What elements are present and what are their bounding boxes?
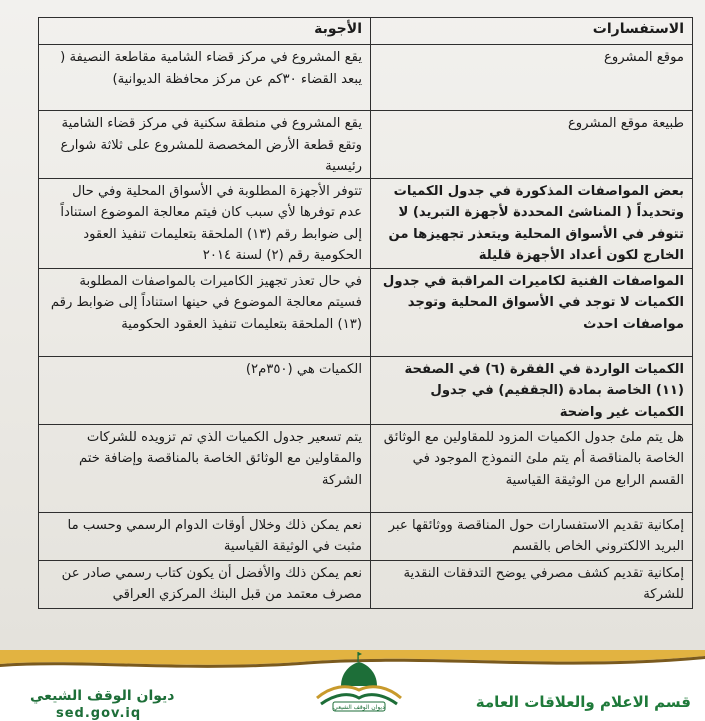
- website-link[interactable]: sed.gov.iq: [56, 706, 142, 721]
- question-cell: الكميات الواردة في الفقرة (٦) في الصفحة (١١) الخاصة بمادة (الجقفيم) في جدول الكميات غير واضحة: [371, 356, 693, 424]
- table-row: [39, 356, 693, 424]
- table-row: [39, 512, 693, 560]
- answer-cell: في حال تعذر تجهيز الكاميرات بالمواصفات المطلوبة فسيتم معالجة الموضوع في حينها استناداً إلى ضوابط رقم (١٣) الملحقة بتعليمات تنفيذ العقود الحكومية: [39, 268, 371, 356]
- header-inquiries: الاستفسارات: [371, 18, 693, 45]
- table-row: [39, 268, 693, 356]
- question-cell: هل يتم ملئ جدول الكميات المزود للمقاولين مع الوثائق الخاصة بالمناقصة أم يتم ملئ النموذج الموجود في القسم الرابع من الوثيقة القياسية: [371, 424, 693, 512]
- question-cell: إمكانية تقديم الاستفسارات حول المناقصة ووثائقها عبر البريد الالكتروني الخاص بالقسم: [371, 512, 693, 560]
- header-answers: الأجوبة: [39, 18, 371, 45]
- logo-caption: ديوان الوقف الشيعي: [333, 704, 385, 711]
- table-row: [39, 424, 693, 512]
- answer-cell: تتوفر الأجهزة المطلوبة في الأسواق المحلية وفي حال عدم توفرها لأي سبب كان فيتم معالجة الموضوع استناداً إلى ضوابط رقم (١٣) الملحقة بتعليمات تنفيذ العقود الحكومية رقم (٢) لسنة ٢٠١٤: [39, 178, 371, 268]
- shrine-logo-icon: [311, 646, 407, 714]
- question-cell: المواصفات الفنية لكاميرات المراقبة في جدول الكميات لا توجد في الأسواق المحلية وتوجد مواصفات احدث: [371, 268, 693, 356]
- question-cell: موقع المشروع: [371, 45, 693, 111]
- table-row: [39, 560, 693, 608]
- answer-cell: نعم يمكن ذلك وخلال أوقات الدوام الرسمي وحسب ما مثبت في الوثيقة القياسية: [39, 512, 371, 560]
- answer-cell: يقع المشروع في منطقة سكنية في مركز قضاء الشامية وتقع قطعة الأرض المخصصة للمشروع على ثلاثة شوارع رئيسية: [39, 111, 371, 179]
- question-cell: بعض المواصفات المذكورة في جدول الكميات وتحديداً ( المناشئ المحددة لأجهزة التبريد) لا تتوفر في الأسواق المحلية ويتعذر تجهيزها من الخارج لكون أعداد الأجهزة قليلة: [371, 178, 693, 268]
- department-name: قسم الاعلام والعلاقات العامة: [475, 693, 691, 711]
- question-cell: طبيعة موقع المشروع: [371, 111, 693, 179]
- answer-cell: يتم تسعير جدول الكميات الذي تم تزويده للشركات والمقاولين مع الوثائق الخاصة بالمناقصة وإضافة ختم الشركة: [39, 424, 371, 512]
- question-cell: إمكانية تقديم كشف مصرفي يوضح التدفقات النقدية للشركة: [371, 560, 693, 608]
- table-row: [39, 45, 693, 111]
- table-row: [39, 178, 693, 268]
- answer-cell: نعم يمكن ذلك والأفضل أن يكون كتاب رسمي صادر عن مصرف معتمد من قبل البنك المركزي العراقي: [39, 560, 371, 608]
- table-row: [39, 111, 693, 179]
- brand-name: ديوان الوقف الشيعي: [30, 688, 175, 704]
- table-header-row: [39, 18, 693, 45]
- answer-cell: يقع المشروع في مركز قضاء الشامية مقاطعة النصيفة ( يبعد القضاء ٣٠كم عن مركز محافظة الديوانية): [39, 45, 371, 111]
- answer-cell: الكميات هي (٣٥٠م٢): [39, 356, 371, 424]
- inquiries-answers-table: [38, 17, 693, 609]
